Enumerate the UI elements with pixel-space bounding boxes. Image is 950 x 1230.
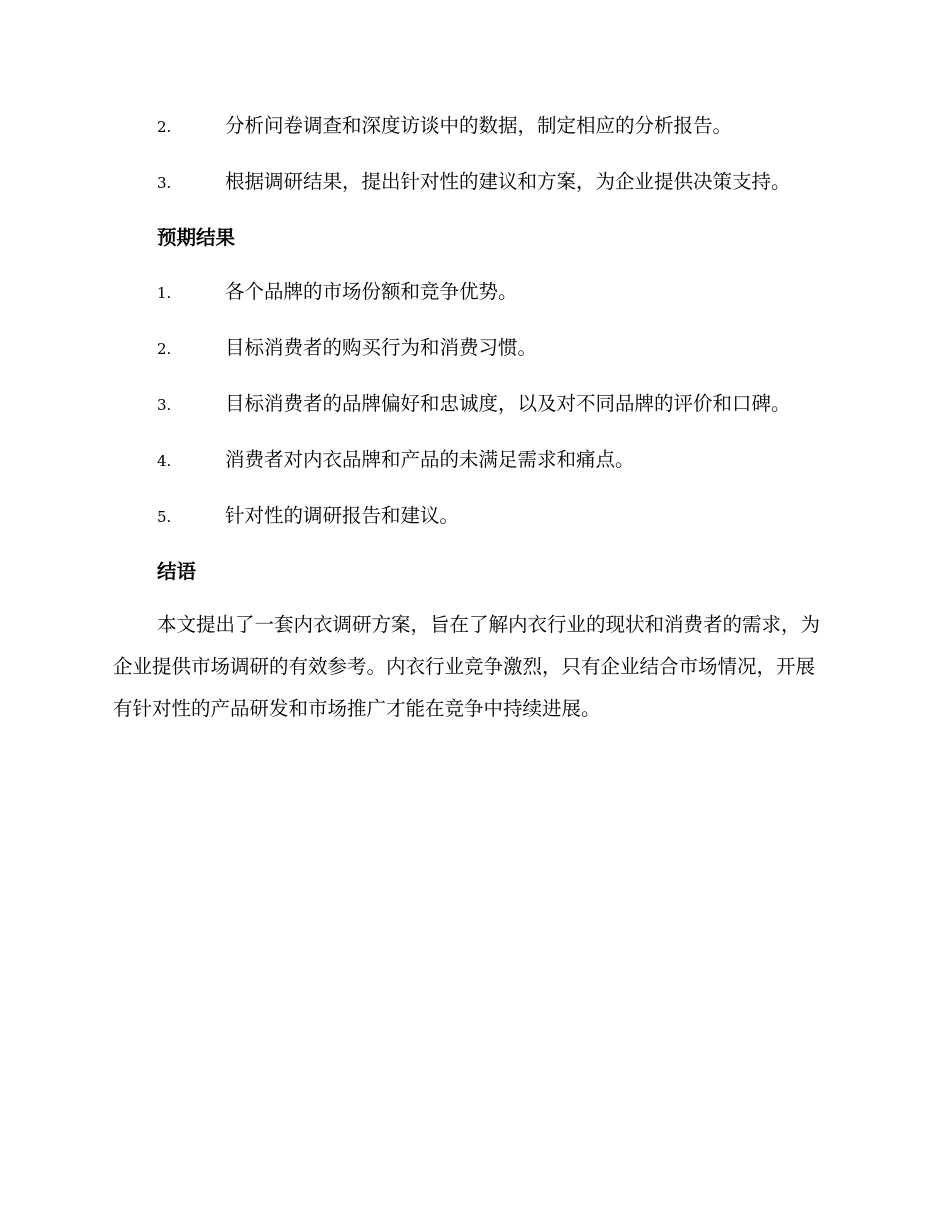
- list-item: [113, 382, 833, 427]
- list-item: [113, 438, 833, 483]
- list-text: 各个品牌的市场份额和竞争优势。: [225, 280, 518, 303]
- list-item: [113, 326, 833, 371]
- list-number: 1.: [157, 284, 172, 302]
- list-number: 2.: [157, 340, 172, 358]
- section-heading-conclusion: 结语: [157, 560, 197, 583]
- list-number: 2.: [157, 118, 172, 136]
- list-text: 针对性的调研报告和建议。: [225, 504, 460, 527]
- list-item: [113, 160, 833, 205]
- list-number: 3.: [157, 174, 172, 192]
- list-text: 根据调研结果，提出针对性的建议和方案，为企业提供决策支持。: [225, 170, 791, 193]
- list-number: 4.: [157, 452, 172, 470]
- list-number: 3.: [157, 396, 172, 414]
- list-text: 目标消费者的购买行为和消费习惯。: [225, 336, 538, 359]
- list-text: 目标消费者的品牌偏好和忠诚度，以及对不同品牌的评价和口碑。: [225, 392, 791, 415]
- document-page: [113, 104, 833, 730]
- list-text: 分析问卷调查和深度访谈中的数据，制定相应的分析报告。: [225, 114, 733, 137]
- list-item: [113, 494, 833, 539]
- list-number: 5.: [157, 508, 172, 526]
- list-item: [113, 270, 833, 315]
- list-text: 消费者对内衣品牌和产品的未满足需求和痛点。: [225, 448, 635, 471]
- conclusion-paragraph: 本文提出了一套内衣调研方案，旨在了解内衣行业的现状和消费者的需求，为企业提供市场调研的有效参考。内衣行业竞争激烈，只有企业结合市场情况，开展有针对性的产品研发和市场推广才能在竞争中持续进展。: [113, 613, 821, 720]
- section-heading-expected-results: 预期结果: [157, 226, 236, 249]
- list-item: [113, 104, 833, 149]
